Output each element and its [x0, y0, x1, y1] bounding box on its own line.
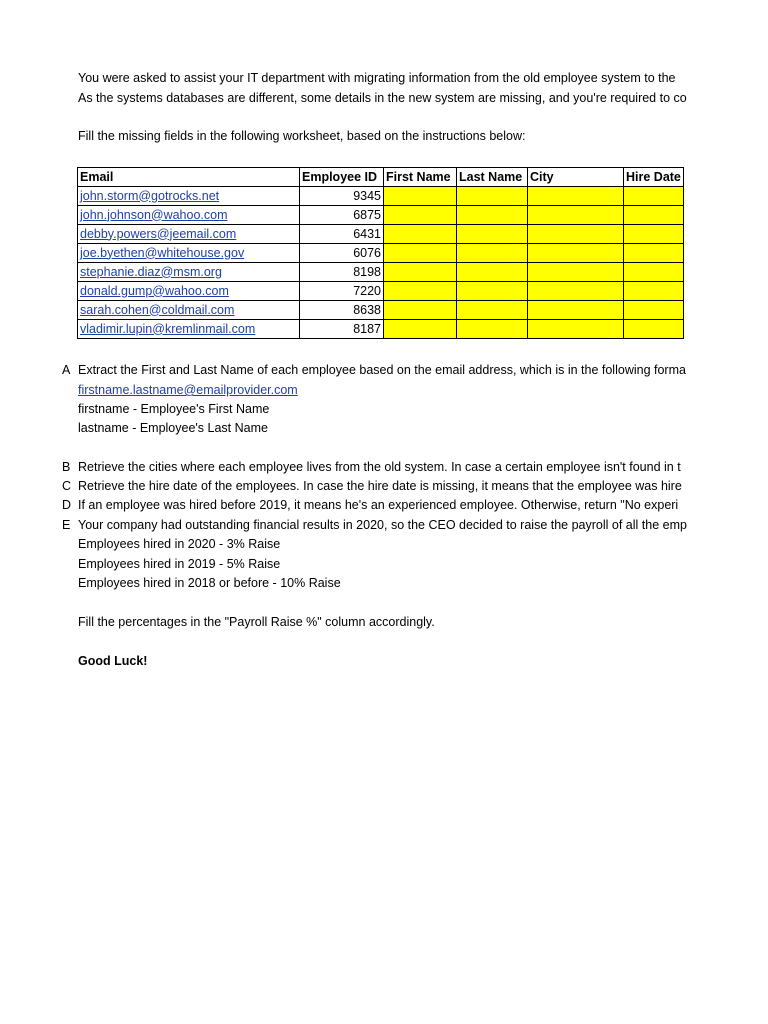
- employee-table: [77, 167, 684, 339]
- good-luck: Good Luck!: [78, 654, 148, 668]
- last-name-cell[interactable]: [457, 206, 528, 225]
- email-cell[interactable]: [78, 263, 300, 282]
- hire-date-cell[interactable]: [624, 301, 684, 320]
- instruction-d-text: If an employee was hired before 2019, it means he's an experienced employee. Otherwise, return "No experi: [78, 498, 679, 512]
- employee-id-cell[interactable]: 8198: [300, 263, 384, 282]
- raise-2018: Employees hired in 2018 or before - 10% Raise: [78, 576, 341, 590]
- first-name-cell[interactable]: [384, 187, 457, 206]
- city-cell[interactable]: [528, 187, 624, 206]
- table-row: [78, 320, 684, 339]
- first-name-cell[interactable]: [384, 282, 457, 301]
- employee-id-cell[interactable]: 6076: [300, 244, 384, 263]
- first-name-cell[interactable]: [384, 225, 457, 244]
- employee-id-cell[interactable]: 9345: [300, 187, 384, 206]
- header-email[interactable]: Email: [78, 168, 300, 187]
- instruction-a-last: lastname - Employee's Last Name: [78, 421, 268, 435]
- last-name-cell[interactable]: [457, 244, 528, 263]
- email-cell[interactable]: [78, 187, 300, 206]
- fill-note: Fill the percentages in the "Payroll Raise %" column accordingly.: [78, 615, 435, 629]
- email-link[interactable]: donald.gump@wahoo.com: [80, 283, 229, 298]
- employee-id-cell[interactable]: 6875: [300, 206, 384, 225]
- first-name-cell[interactable]: [384, 301, 457, 320]
- email-link[interactable]: john.storm@gotrocks.net: [80, 188, 220, 203]
- hire-date-cell[interactable]: [624, 187, 684, 206]
- email-cell[interactable]: [78, 225, 300, 244]
- email-link[interactable]: stephanie.diaz@msm.org: [80, 264, 222, 279]
- instruction-e-text: Your company had outstanding financial results in 2020, so the CEO decided to raise the payroll of all the emp: [78, 518, 687, 532]
- hire-date-cell[interactable]: [624, 244, 684, 263]
- table-row: [78, 187, 684, 206]
- instruction-letter-c: C: [62, 479, 72, 493]
- city-cell[interactable]: [528, 225, 624, 244]
- email-cell[interactable]: [78, 301, 300, 320]
- last-name-cell[interactable]: [457, 301, 528, 320]
- hire-date-cell[interactable]: [624, 263, 684, 282]
- table-row: [78, 206, 684, 225]
- table-row: [78, 263, 684, 282]
- intro-line-3: Fill the missing fields in the following worksheet, based on the instructions below:: [78, 129, 526, 143]
- last-name-cell[interactable]: [457, 187, 528, 206]
- instruction-letter-e: E: [62, 518, 71, 532]
- employee-id-cell[interactable]: 8187: [300, 320, 384, 339]
- instruction-letter-a: A: [62, 363, 71, 377]
- hire-date-cell[interactable]: [624, 225, 684, 244]
- first-name-cell[interactable]: [384, 320, 457, 339]
- email-link[interactable]: sarah.cohen@coldmail.com: [80, 302, 235, 317]
- header-last-name[interactable]: Last Name: [457, 168, 528, 187]
- city-cell[interactable]: [528, 244, 624, 263]
- hire-date-cell[interactable]: [624, 282, 684, 301]
- email-link[interactable]: joe.byethen@whitehouse.gov: [80, 245, 245, 260]
- city-cell[interactable]: [528, 263, 624, 282]
- intro-line-2: As the systems databases are different, some details in the new system are missing, and you're required to co: [78, 91, 687, 105]
- raise-2020: Employees hired in 2020 - 3% Raise: [78, 537, 281, 551]
- header-city[interactable]: City: [528, 168, 624, 187]
- last-name-cell[interactable]: [457, 282, 528, 301]
- header-hire-date[interactable]: Hire Date: [624, 168, 684, 187]
- last-name-cell[interactable]: [457, 320, 528, 339]
- raise-2019: Employees hired in 2019 - 5% Raise: [78, 557, 281, 571]
- instruction-letter-d: D: [62, 498, 72, 512]
- city-cell[interactable]: [528, 301, 624, 320]
- email-cell[interactable]: [78, 282, 300, 301]
- header-first-name[interactable]: First Name: [384, 168, 457, 187]
- employee-id-cell[interactable]: 8638: [300, 301, 384, 320]
- hire-date-cell[interactable]: [624, 320, 684, 339]
- email-format-link[interactable]: firstname.lastname@emailprovider.com: [78, 383, 298, 397]
- instruction-b-text: Retrieve the cities where each employee lives from the old system. In case a certain employee isn't found in t: [78, 460, 681, 474]
- first-name-cell[interactable]: [384, 244, 457, 263]
- city-cell[interactable]: [528, 282, 624, 301]
- header-employee-id[interactable]: Employee ID: [300, 168, 384, 187]
- table-row: [78, 225, 684, 244]
- city-cell[interactable]: [528, 206, 624, 225]
- employee-id-cell[interactable]: 7220: [300, 282, 384, 301]
- table-row: [78, 282, 684, 301]
- instruction-letter-b: B: [62, 460, 71, 474]
- email-link[interactable]: vladimir.lupin@kremlinmail.com: [80, 321, 256, 336]
- employee-id-cell[interactable]: 6431: [300, 225, 384, 244]
- table-header-row: [78, 168, 684, 187]
- last-name-cell[interactable]: [457, 263, 528, 282]
- first-name-cell[interactable]: [384, 206, 457, 225]
- email-link[interactable]: debby.powers@jeemail.com: [80, 226, 237, 241]
- table-row: [78, 301, 684, 320]
- email-cell[interactable]: [78, 244, 300, 263]
- intro-line-1: You were asked to assist your IT department with migrating information from the old employee system to the: [78, 71, 676, 85]
- email-link[interactable]: john.johnson@wahoo.com: [80, 207, 228, 222]
- instruction-c-text: Retrieve the hire date of the employees. In case the hire date is missing, it means that the employee was hire: [78, 479, 682, 493]
- city-cell[interactable]: [528, 320, 624, 339]
- email-cell[interactable]: [78, 206, 300, 225]
- table-row: [78, 244, 684, 263]
- first-name-cell[interactable]: [384, 263, 457, 282]
- instruction-a-text: Extract the First and Last Name of each employee based on the email address, which is in the following forma: [78, 363, 686, 377]
- hire-date-cell[interactable]: [624, 206, 684, 225]
- last-name-cell[interactable]: [457, 225, 528, 244]
- email-cell[interactable]: [78, 320, 300, 339]
- instruction-a-first: firstname - Employee's First Name: [78, 402, 270, 416]
